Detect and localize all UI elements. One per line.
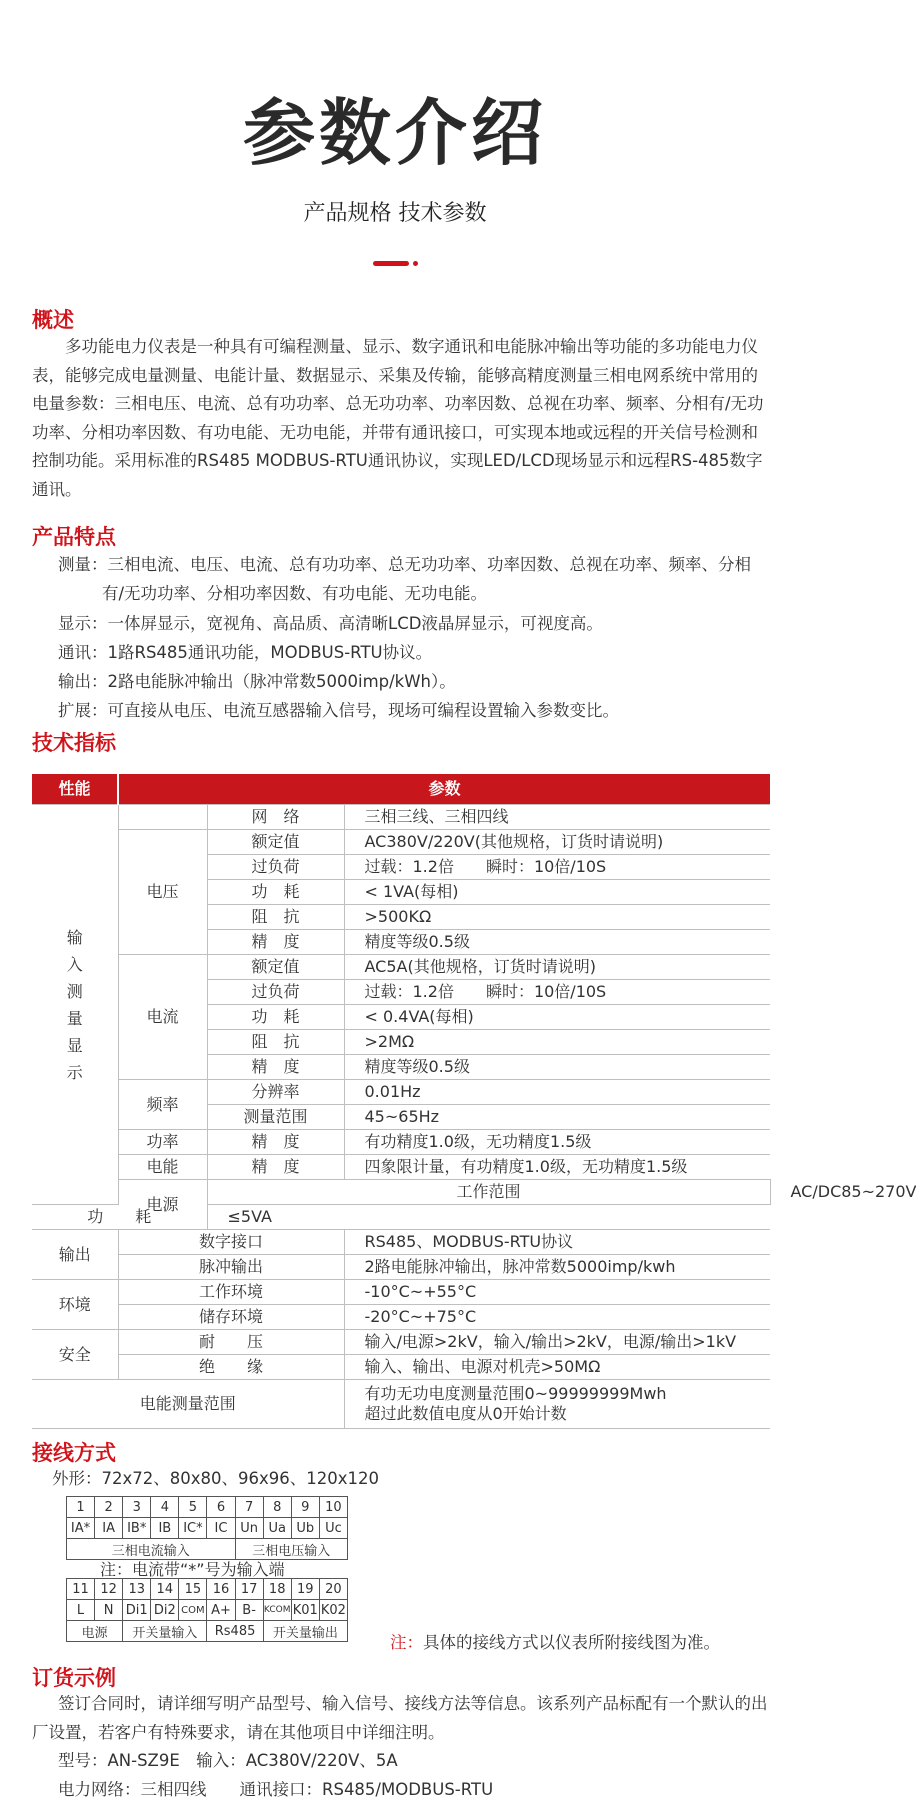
spec-label: 网 络 (207, 805, 344, 830)
terminal-table-2 (66, 1578, 348, 1642)
terminal-signal: K02 (319, 1600, 347, 1621)
order-line: 型号：AN-SZ9E 输入：AC380V/220V、5A (58, 1751, 398, 1770)
spec-value: 2路电能脉冲输出，脉冲常数5000imp/kwh (344, 1255, 770, 1280)
terminal-number: 10 (319, 1497, 347, 1518)
terminal-signal-row (67, 1518, 348, 1539)
terminal-signal: Di2 (151, 1600, 179, 1621)
spec-value: 45~65Hz (344, 1105, 770, 1130)
shape-sizes: 外形：72x72、80x80、96x96、120x120 (52, 1469, 380, 1488)
spec-label: 储存环境 (118, 1305, 344, 1330)
terminal-number: 1 (67, 1497, 95, 1518)
spec-label: 脉冲输出 (118, 1255, 344, 1280)
overview-text: 多功能电力仪表是一种具有可编程测量、显示、数字通讯和电能脉冲输出等功能的多功能电力仪表，能够完成电量测量、电能计量、数据显示、采集及传输，能够高精度测量三相电网系统中常用的电量参数：三相电压、电流、总有功功率、总无功功率、功率因数、总视在功率、频率、分相有/无功功率、分相功率因数、有功电能、无功电能，并带有通讯接口，可实现本地或远程的开关信号检测和控制功能。采用标准的RS485 MODBUS-RTU通讯协议，实现LED/LCD现场显示和远程RS-485数字通讯。 (32, 337, 764, 499)
spec-label: 精 度 (207, 1055, 344, 1080)
terminal-number: 17 (235, 1579, 263, 1600)
terminal-number: 13 (123, 1579, 151, 1600)
terminal-number: 12 (95, 1579, 123, 1600)
page-subtitle: 产品规格 技术参数 (303, 201, 487, 226)
spec-value: < 0.4VA(每相) (344, 1005, 770, 1030)
wiring-heading: 接线方式 (32, 1441, 116, 1465)
terminal-signal: A+ (207, 1600, 235, 1621)
spec-value: 0.01Hz (344, 1080, 770, 1105)
table-row (32, 1355, 770, 1380)
table-row (32, 1205, 770, 1230)
terminal-signal: L (67, 1600, 95, 1621)
spec-value: 四象限计量，有功精度1.0级，无功精度1.5级 (344, 1155, 770, 1180)
terminal-number: 2 (95, 1497, 123, 1518)
spec-value: 输入/电源>2kV，输入/输出>2kV，电源/输出>1kV (344, 1330, 770, 1355)
wiring-note-text: 具体的接线方式以仪表所附接线图为准。 (423, 1633, 720, 1652)
spec-value: 输入、输出、电源对机壳>50MΩ (344, 1355, 770, 1380)
spec-label: 数字接口 (118, 1230, 344, 1255)
spec-value: < 1VA(每相) (344, 880, 770, 905)
table-row (32, 1280, 770, 1305)
terminal-group-row (67, 1621, 348, 1642)
terminal-signal: Ua (263, 1518, 291, 1539)
page-title: 参数介绍 (242, 91, 547, 175)
terminal-signal: Un (235, 1518, 263, 1539)
terminal-signal-row (67, 1600, 348, 1621)
terminal-signal: IB (151, 1518, 179, 1539)
range-line-1: 有功无功电度测量范围0~99999999Mwh (364, 1384, 667, 1403)
spec-label: 测量范围 (207, 1105, 344, 1130)
title-underline-dot (413, 261, 418, 266)
spec-header-row (32, 774, 770, 805)
current-label: 电流 (118, 955, 207, 1080)
spec-label: 阻 抗 (207, 1030, 344, 1055)
terminal-signal: KCOM (263, 1600, 291, 1621)
spec-label: 功 耗 (207, 880, 344, 905)
current-note: 注：电流带“*”号为输入端 (100, 1560, 285, 1579)
table-row: 电源 工作范围 AC/DC85~270V (32, 1180, 770, 1205)
order-line: 电力网络：三相四线 通讯接口：RS485/MODBUS-RTU (58, 1780, 494, 1799)
spec-value: 三相三线、三相四线 (344, 805, 770, 830)
spec-value: -10°C~+55°C (344, 1280, 770, 1305)
terminal-number: 16 (207, 1579, 235, 1600)
terminal-number: 20 (319, 1579, 347, 1600)
feature-item: 输出：2路电能脉冲输出（脉冲常数5000imp/kWh）。 (58, 672, 456, 691)
table-row (32, 830, 770, 855)
terminal-signal: IA* (67, 1518, 95, 1539)
terminal-group: 开关量输入 (123, 1621, 207, 1642)
spec-value: 精度等级0.5级 (344, 930, 770, 955)
terminal-signal: K01 (291, 1600, 319, 1621)
table-row (32, 955, 770, 980)
spec-label: 绝 缘 (118, 1355, 344, 1380)
table-row (32, 1155, 770, 1180)
title-underline (373, 261, 409, 266)
spec-value: 过载：1.2倍 瞬时：10倍/10S (344, 980, 770, 1005)
spec-label: 精 度 (207, 1155, 344, 1180)
energy-label: 电能 (118, 1155, 207, 1180)
range-value (344, 1380, 770, 1429)
feature-item: 显示：一体屏显示，宽视角、高品质、高清晰LCD液晶屏显示，可视度高。 (58, 614, 603, 633)
spec-label: 精 度 (207, 1130, 344, 1155)
terminal-group: 三相电压输入 (235, 1539, 347, 1560)
feature-item: 测量：三相电流、电压、电流、总有功功率、总无功功率、功率因数、总视在功率、频率、分相有/无功功率、分相功率因数、有功电能、无功电能。 (58, 555, 751, 603)
wiring-note-prefix: 注： (390, 1633, 423, 1652)
wiring-note (390, 1629, 720, 1653)
spec-label: 阻 抗 (207, 905, 344, 930)
spec-value: 精度等级0.5级 (344, 1055, 770, 1080)
terminal-signal: COM (179, 1600, 207, 1621)
terminal-signal: Ub (291, 1518, 319, 1539)
output-label: 输出 (32, 1230, 118, 1280)
power-label: 功率 (118, 1130, 207, 1155)
terminal-group: 三相电流输入 (67, 1539, 236, 1560)
terminal-signal: N (95, 1600, 123, 1621)
spec-value: -20°C~+75°C (344, 1305, 770, 1330)
spec-label: 功 耗 (207, 1005, 344, 1030)
terminal-signal: Di1 (123, 1600, 151, 1621)
terminal-number: 19 (291, 1579, 319, 1600)
spec-value: 有功精度1.0级，无功精度1.5级 (344, 1130, 770, 1155)
range-line-2: 超过此数值电度从0开始计数 (364, 1404, 567, 1423)
terminal-number: 9 (291, 1497, 319, 1518)
spec-label: 额定值 (207, 955, 344, 980)
terminal-number: 15 (179, 1579, 207, 1600)
table-row (32, 1080, 770, 1105)
terminal-number-row (67, 1579, 348, 1600)
terminal-table-1 (66, 1496, 348, 1560)
spec-value: >2MΩ (344, 1030, 770, 1055)
spec-value: RS485、MODBUS-RTU协议 (344, 1230, 770, 1255)
terminal-number: 7 (235, 1497, 263, 1518)
voltage-label: 电压 (118, 830, 207, 955)
frequency-label: 频率 (118, 1080, 207, 1130)
safety-label: 安全 (32, 1330, 118, 1380)
table-row (32, 1255, 770, 1280)
supply-label: 电源 (118, 1180, 207, 1230)
terminal-signal: IC* (179, 1518, 207, 1539)
terminal-group: Rs485 (207, 1621, 263, 1642)
spec-value: AC380V/220V(其他规格，订货时请说明) (344, 830, 770, 855)
terminal-number: 11 (67, 1579, 95, 1600)
table-row (32, 1130, 770, 1155)
spec-value: 过载：1.2倍 瞬时：10倍/10S (344, 855, 770, 880)
terminal-signal: B- (235, 1600, 263, 1621)
terminal-number: 3 (123, 1497, 151, 1518)
spec-label: 分辨率 (207, 1080, 344, 1105)
spec-value: ≤5VA (207, 1205, 344, 1230)
table-row (32, 1330, 770, 1355)
spec-value: >500KΩ (344, 905, 770, 930)
terminal-number: 4 (151, 1497, 179, 1518)
terminal-number: 8 (263, 1497, 291, 1518)
input-group-cell (32, 805, 118, 1205)
range-label: 电能测量范围 (32, 1380, 344, 1429)
spec-label: 工作环境 (118, 1280, 344, 1305)
terminal-number: 6 (207, 1497, 235, 1518)
input-group-label: 输入测量显示 (66, 927, 83, 1082)
spec-label: 工作范围 (207, 1180, 770, 1205)
specs-heading: 技术指标 (32, 731, 116, 755)
spec-table (32, 774, 916, 1429)
features-heading: 产品特点 (32, 525, 116, 549)
terminal-signal: Uc (319, 1518, 347, 1539)
terminal-signal: IA (95, 1518, 123, 1539)
feature-item: 通讯：1路RS485通讯功能，MODBUS-RTU协议。 (58, 643, 433, 662)
terminal-number: 14 (151, 1579, 179, 1600)
spec-value: AC5A(其他规格，订货时请说明) (344, 955, 770, 980)
terminal-signal: IB* (123, 1518, 151, 1539)
environment-label: 环境 (32, 1280, 118, 1330)
terminal-number: 5 (179, 1497, 207, 1518)
col-performance: 性能 (32, 774, 118, 805)
spec-label: 过负荷 (207, 980, 344, 1005)
spec-label: 额定值 (207, 830, 344, 855)
terminal-group: 电源 (67, 1621, 123, 1642)
table-row (32, 1380, 770, 1429)
overview-heading: 概述 (32, 308, 74, 332)
terminal-group: 开关量输出 (263, 1621, 347, 1642)
feature-item: 扩展：可直接从电压、电流互感器输入信号，现场可编程设置输入参数变比。 (58, 701, 619, 720)
terminal-signal: IC (207, 1518, 235, 1539)
table-row (32, 1230, 770, 1255)
table-row (32, 1305, 770, 1330)
terminal-number: 18 (263, 1579, 291, 1600)
spec-label: 精 度 (207, 930, 344, 955)
terminal-number-row (67, 1497, 348, 1518)
order-heading: 订货示例 (32, 1666, 116, 1690)
spec-label: 功 耗 (32, 1205, 207, 1230)
order-text: 签订合同时，请详细写明产品型号、输入信号、接线方法等信息。该系列产品标配有一个默认的出厂设置，若客户有特殊要求，请在其他项目中详细注明。 (32, 1694, 768, 1742)
table-row (32, 805, 770, 830)
col-params: 参数 (118, 774, 770, 805)
spec-label: 耐 压 (118, 1330, 344, 1355)
spec-label: 过负荷 (207, 855, 344, 880)
